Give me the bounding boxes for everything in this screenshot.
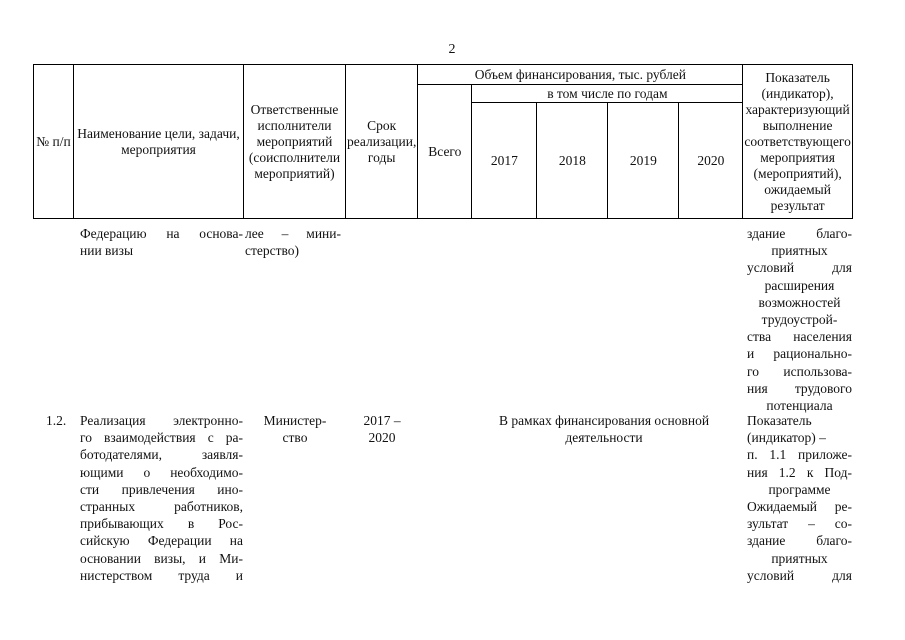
table-header [33,64,853,219]
page-number: 2 [448,42,456,57]
header-year-2017: 2017 [472,103,537,219]
text-line: возможностей [758,294,841,310]
text-line: зультат – со- [747,516,852,532]
text-line: Федерацию на основа- [80,226,243,241]
header-year-2019: 2019 [608,103,679,219]
header-responsible: Ответственные исполнители мероприятий (соисполнители мероприятий) [244,65,346,219]
row-responsible [245,412,345,446]
header-funding: Объем финансирования, тыс. рублей [418,65,743,85]
continuation-name [80,225,243,259]
text-line: сти привлечения ино- [80,481,243,497]
text-line: ния 1.2 к Под- [747,464,852,480]
text-line: трудоустрой- [761,312,838,328]
text-line: странных работников, [80,499,243,515]
text-line: деятельности [565,430,643,446]
text-line: здание благо- [747,226,852,241]
text-line: ния трудового [747,380,852,396]
text-line: нистерством труда и [80,567,243,583]
header-by-years: в том числе по годам [472,85,743,103]
text-line: приятных [771,550,828,566]
text-line: стерство) [245,243,300,259]
text-line: 2020 [368,430,396,446]
text-line: прибывающих в Рос- [80,516,243,532]
text-line: лее – мини- [245,226,341,241]
text-line: Ожидаемый ре- [747,499,852,515]
text-line: 2017 – [363,413,401,428]
text-line: ства населения [747,329,852,345]
row-number: 1.2. [46,413,67,428]
header-total: Всего [418,85,472,219]
text-line: условий для [747,567,852,583]
text-line: (индикатор) – [747,430,826,446]
text-line: здание благо- [747,533,852,549]
text-line: ство [282,430,308,446]
row-term [347,412,417,446]
text-line: Реализация электронно- [80,413,243,428]
header-num: № п/п [34,65,74,219]
row-indicator [747,412,852,584]
continuation-indicator [747,225,852,414]
text-line: нии визы [80,243,134,259]
row-name [80,412,243,584]
continuation-responsible [245,225,341,259]
text-line: основании визы, и Ми- [80,550,243,566]
text-line: условий для [747,260,852,276]
text-line: ющими о необходимо- [80,464,243,480]
text-line: программе [768,481,831,497]
text-line: потенциала [766,398,833,414]
row-funding [470,412,738,446]
text-line: сийскую Федерации на [80,533,243,549]
header-indicator: Показатель (индикатор), характеризующий выполнение соответствующего мероприятия (мероприятий), ожидаемый результат [743,65,853,219]
text-line: расширения [764,277,835,293]
header-term: Срок реализации, годы [346,65,418,219]
text-line: В рамках финансирования основной [498,413,710,428]
text-line: ботодателями, заявля- [80,447,243,463]
text-line: п. 1.1 приложе- [747,447,852,463]
text-line: приятных [771,243,828,259]
text-line: го использова- [747,363,852,379]
text-line: Показатель [747,413,812,428]
text-line: Министер- [263,413,327,428]
text-line: и рационально- [747,346,852,362]
text-line: го взаимодействия с ра- [80,430,243,446]
header-year-2020: 2020 [679,103,743,219]
header-year-2018: 2018 [537,103,608,219]
header-name: Наименование цели, задачи, мероприятия [74,65,244,219]
